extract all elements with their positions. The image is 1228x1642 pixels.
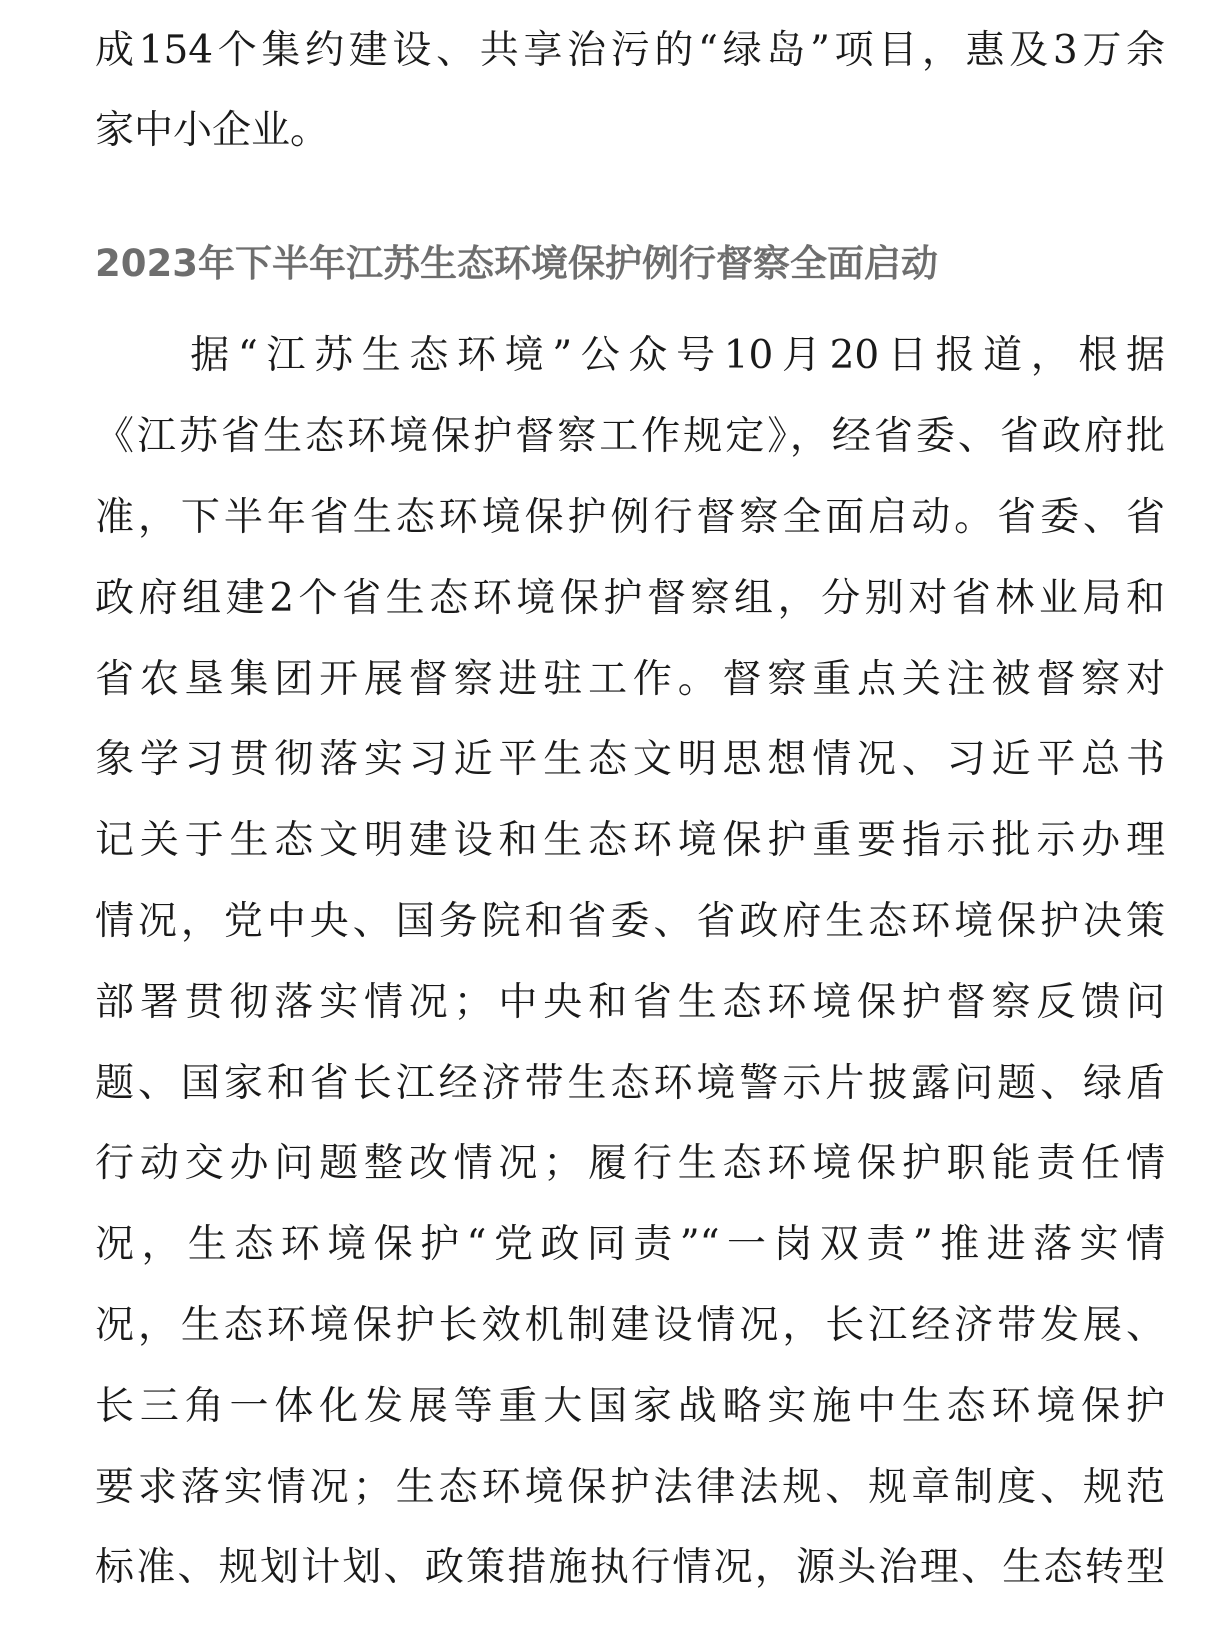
body-line-3: 准，下半年省生态环境保护例行督察全面启动。省委、省 [95,495,1165,540]
body-line-12: 况，生态环境保护“党政同责”“一岗双责”推进落实情 [95,1222,1165,1267]
body-line-8: 情况，党中央、国务院和省委、省政府生态环境保护决策 [95,899,1165,944]
body-line-10: 题、国家和省长江经济带生态环境警示片披露问题、绿盾 [95,1061,1165,1106]
body-line-7: 记关于生态文明建设和生态环境保护重要指示批示办理 [95,818,1165,863]
intro-line-2: 家中小企业。 [95,108,330,153]
body-line-11: 行动交办问题整改情况；履行生态环境保护职能责任情 [95,1141,1165,1186]
body-line-14: 长三角一体化发展等重大国家战略实施中生态环境保护 [95,1384,1165,1429]
intro-line-1: 成154个集约建设、共享治污的“绿岛”项目，惠及3万余 [95,28,1165,73]
body-line-13: 况，生态环境保护长效机制建设情况，长江经济带发展、 [95,1303,1165,1348]
section-heading: 2023年下半年江苏生态环境保护例行督察全面启动 [95,242,938,285]
body-line-16: 标准、规划计划、政策措施执行情况，源头治理、生态转型 [95,1545,1165,1590]
body-line-4: 政府组建2个省生态环境保护督察组，分别对省林业局和 [95,576,1165,621]
body-line-1: 据“江苏生态环境”公众号10月20日报道，根据 [95,333,1165,378]
body-line-2: 《江苏省生态环境保护督察工作规定》，经省委、省政府批 [95,414,1165,459]
body-line-6: 象学习贯彻落实习近平生态文明思想情况、习近平总书 [95,737,1165,782]
body-line-9: 部署贯彻落实情况；中央和省生态环境保护督察反馈问 [95,980,1165,1025]
body-line-5: 省农垦集团开展督察进驻工作。督察重点关注被督察对 [95,657,1165,702]
body-line-15: 要求落实情况；生态环境保护法律法规、规章制度、规范 [95,1465,1165,1510]
